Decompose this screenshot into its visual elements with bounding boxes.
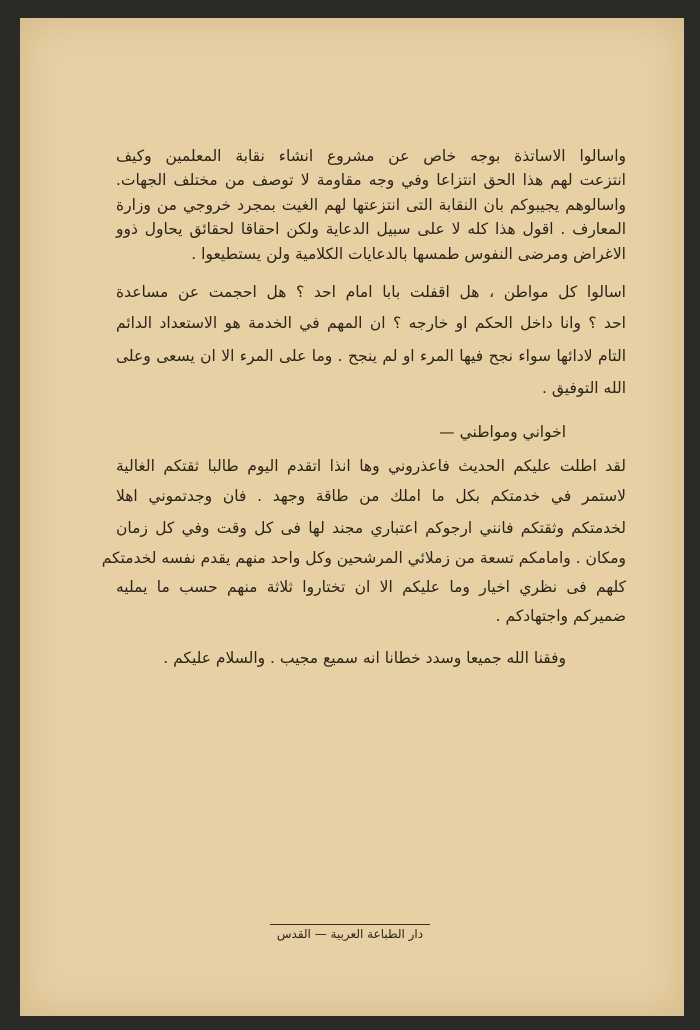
text-line: واسالوهم يجيبوكم بان النقابة التى انتزعتها لهم الغيت بمجرد خروجي من وزارة <box>116 196 626 214</box>
text-line: المعارف . اقول هذا كله لا على سبيل الدعاية ولكن احقاقا لحقائق يحاول ذوو <box>116 220 626 238</box>
text-line: ضميركم واجتهادكم . <box>495 607 626 625</box>
text-line: الله التوفيق . <box>542 379 626 397</box>
text-line: الاغراض ومرضى النفوس طمسها بالدعايات الكلامية ولن يستطيعوا . <box>191 245 626 263</box>
text-line: اسالوا كل مواطن ، هل اقفلت بابا امام احد ؟ هل احجمت عن مساعدة <box>116 283 626 301</box>
text-line: كلهم فى نظري اخيار وما عليكم الا ان تختاروا ثلاثة منهم حسب ما يمليه <box>116 578 626 596</box>
text-line: لاستمر في خدمتكم بكل ما املك من طاقة وجهد . فان وجدتموني اهلا <box>116 487 626 505</box>
text-line: ومكان . وامامكم تسعة من زملائي المرشحين وكل واحد منهم يقدم نفسه لخدمتكم <box>101 549 626 567</box>
text-line: لقد اطلت عليكم الحديث فاعذروني وها انذا اتقدم اليوم طالبا ثقتكم الغالية <box>116 457 626 475</box>
text-line: لخدمتكم وثقتكم فانني ارجوكم اعتباري مجند لها فى كل وقت وفي كل زمان <box>116 519 626 537</box>
closing: وفقنا الله جميعا وسدد خطانا انه سميع مجيب . والسلام عليكم . <box>163 649 566 667</box>
printer-footer: دار الطباعة العربية — القدس <box>270 924 430 941</box>
text-line: احد ؟ وانا داخل الحكم او خارجه ؟ ان المهم في الخدمة هو الاستعداد الدائم <box>116 314 626 332</box>
text-line: واسالوا الاساتذة بوجه خاص عن مشروع انشاء نقابة المعلمين وكيف <box>116 147 626 165</box>
document-page <box>20 18 684 1016</box>
salutation: اخواني ومواطني — <box>439 423 566 441</box>
text-line: انتزعت لهم هذا الحق انتزاعا وفي وجه مقاومة لا توصف من مختلف الجهات. <box>116 171 626 189</box>
text-line: التام لادائها سواء نجح فيها المرء او لم ينجح . وما على المرء الا ان يسعى وعلى <box>116 347 626 365</box>
